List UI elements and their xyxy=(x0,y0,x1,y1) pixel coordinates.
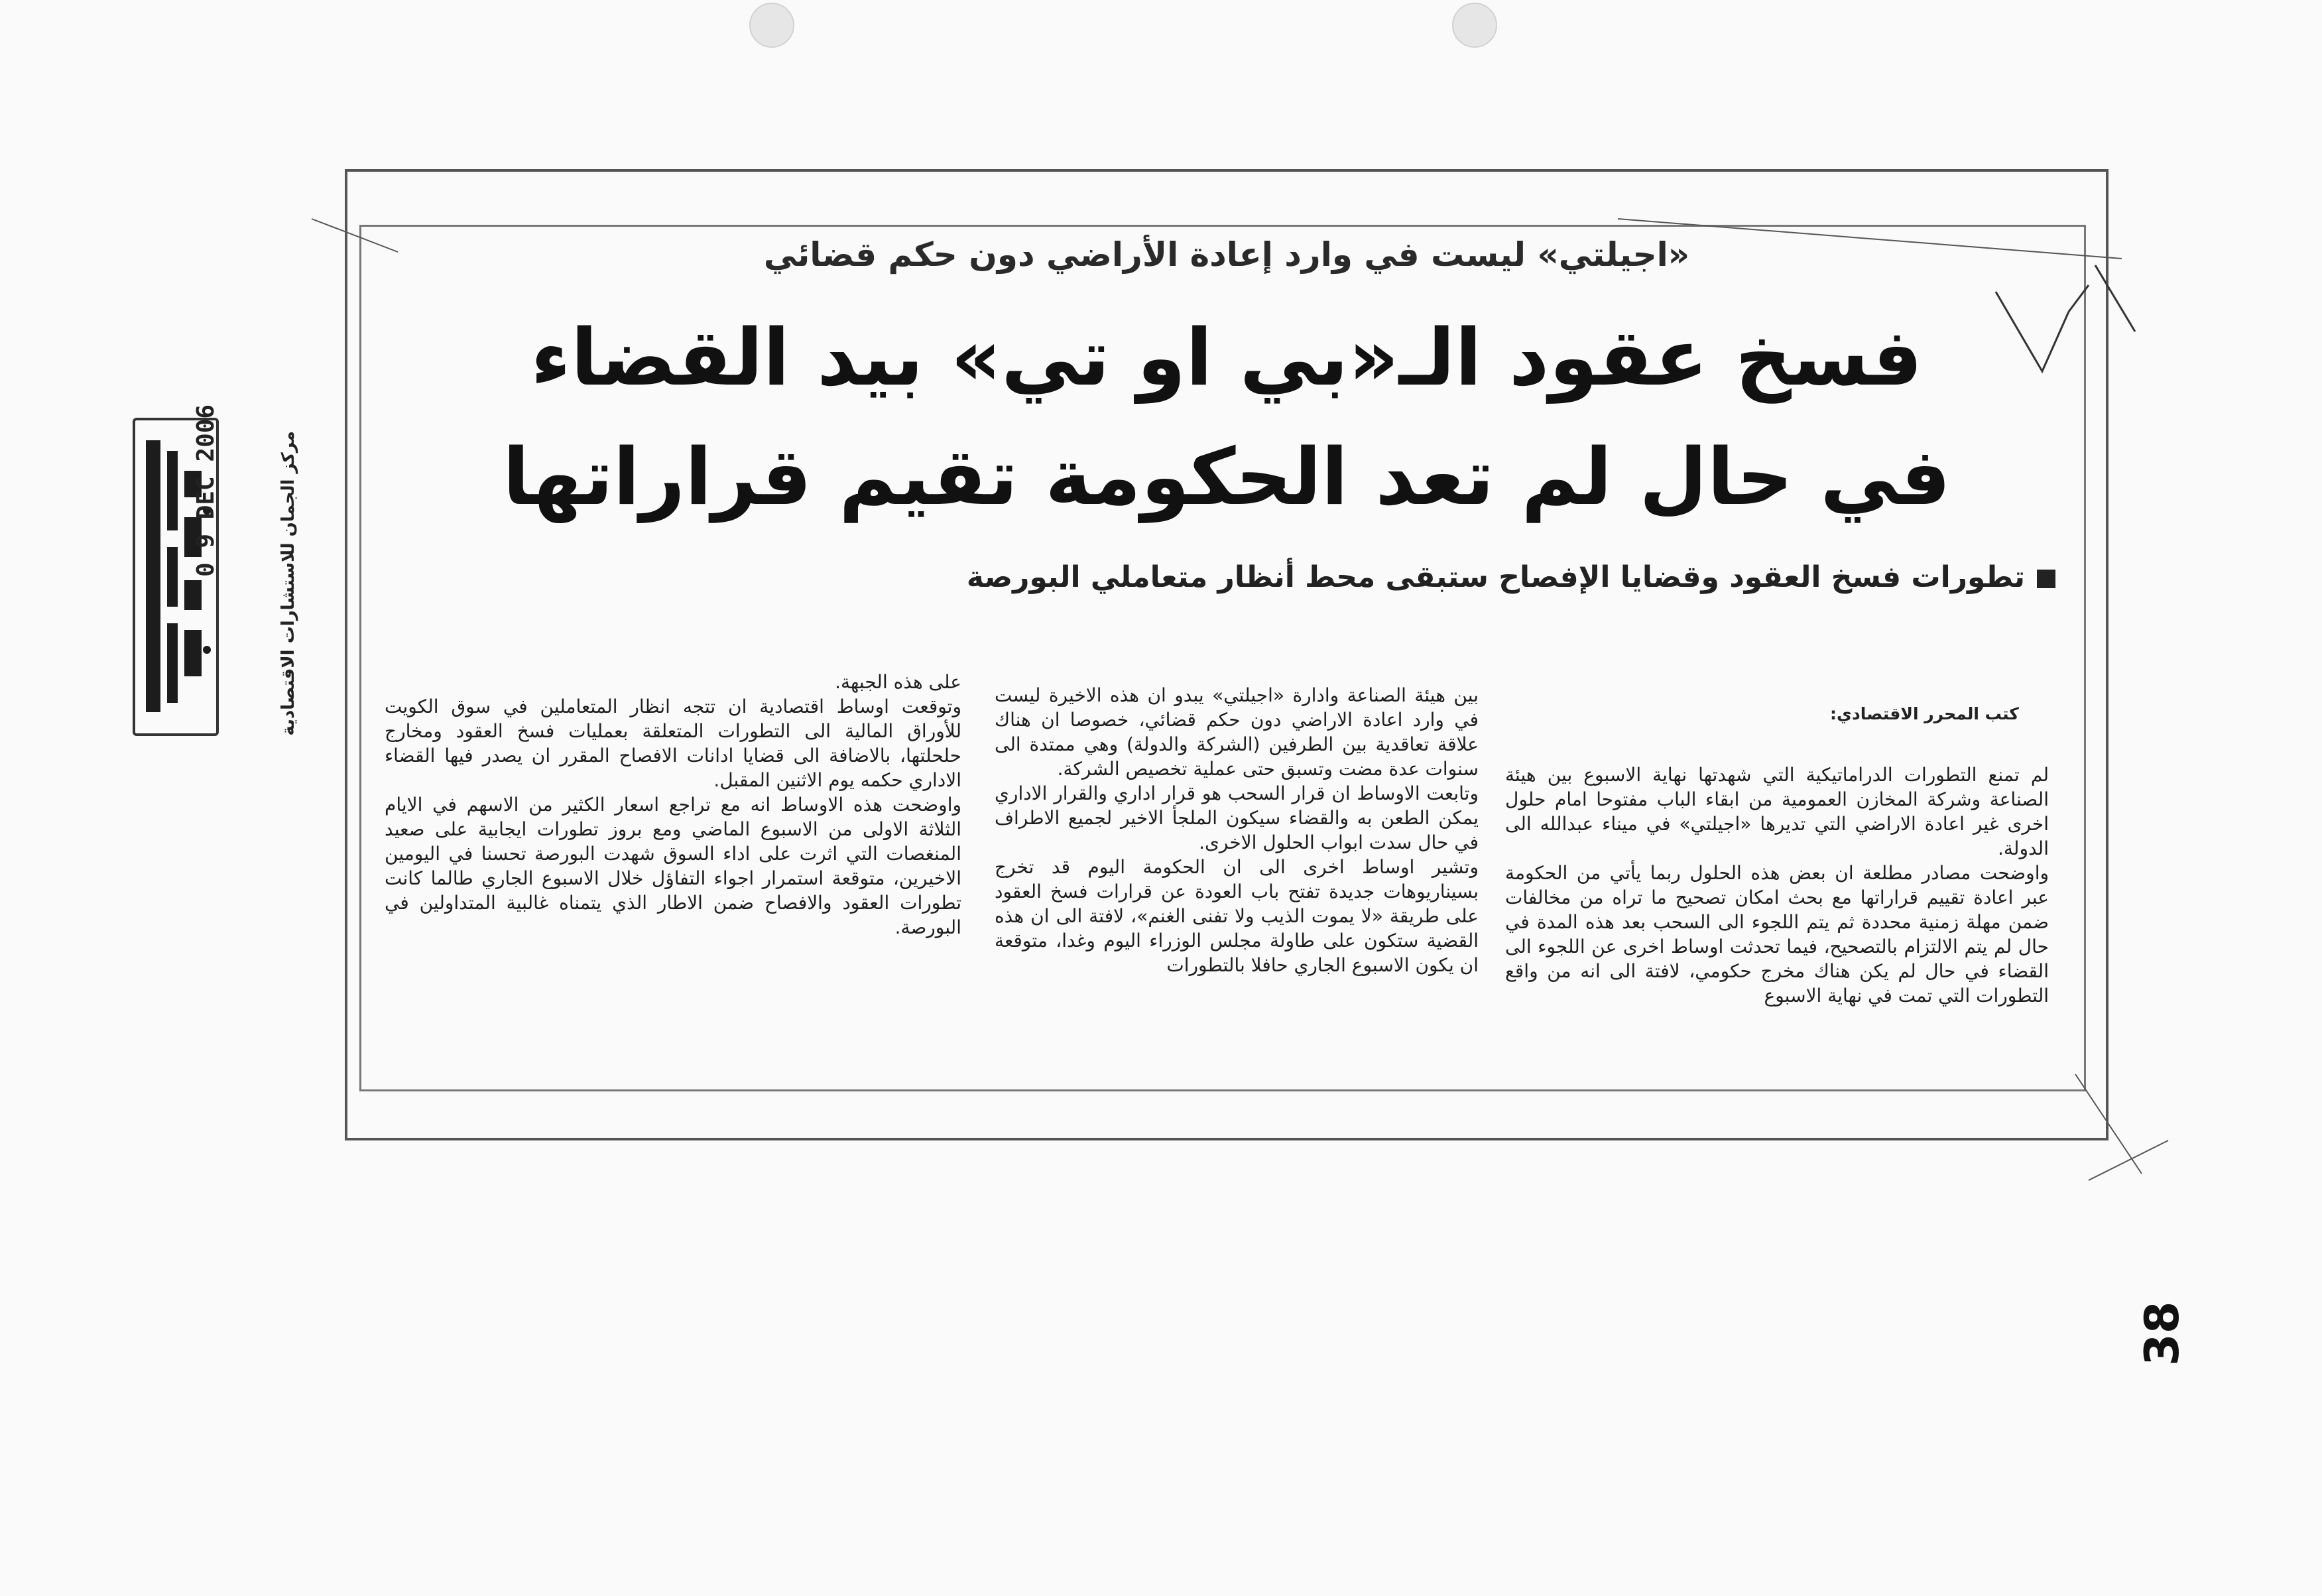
paragraph: بين هيئة الصناعة وادارة «اجيلتي» يبدو ان هذه الاخيرة ليست في وارد اعادة الاراضي دون حكم قضائي، خصوصا ان هناك علاقة تعاقدية بين الطرفين (الشركة والدولة) وهي ممتدة الى سنوات عدة مضت وتسبق حتى عملية تخصيص الشركة. xyxy=(995,684,1479,780)
subheadline-text: تطورات فسخ العقود وقضايا الإفصاح ستبقى محط أنظار متعاملي البورصة xyxy=(966,560,2025,594)
check-mark xyxy=(2069,285,2089,312)
article-byline: كتب المحرر الاقتصادي: xyxy=(1830,704,2019,723)
headline-line-1: فسخ عقود الـ«بي او تي» بيد القضاء xyxy=(530,312,1923,403)
corner-mark xyxy=(312,219,398,252)
page-number: 38 xyxy=(2135,1301,2189,1366)
check-mark xyxy=(1996,292,2069,371)
paragraph: وتوقعت اوساط اقتصادية ان تتجه انظار المتعاملين في سوق الكويت للأوراق المالية الى التطورات المتعلقة بعمليات فسخ العقود ومخارج حلحلتها، بالاضافة الى قضايا ادانات الافصاح المقرر ان يصدر فيها القضاء الاداري حكمه يوم الاثنين المقبل. xyxy=(385,696,961,791)
paragraph: واوضحت مصادر مطلعة ان بعض هذه الحلول ربما يأتي من الحكومة عبر اعادة تقييم قراراتها مع بحث امكان تصحيح ما تراه من مخالفات ضمن مهلة زمنية محددة ثم يتم اللجوء الى السحب بعد هذه المدة في حال لم يتم الالتزام بالتصحيح، فيما تحدثت اوساط اخرى عن اللجوء الى القضاء في حال لم يكن هناك مخرج حكومي، لافتة الى انه من واقع التطورات التي تمت في نهاية الاسبوع xyxy=(1505,862,2049,1007)
paragraph: واوضحت هذه الاوساط انه مع تراجع اسعار الكثير من الاسهم في الايام الثلاثة الاولى من الاسبوع الماضي ومع بروز تطورات ايجابية على صعيد المنغصات التي اثرت على اداء السوق شهدت البورصة تحسنا في اليومين الاخيرين، متوقعة استمرار اجواء التفاؤل خلال الاسبوع الجاري طالما كانت تطورات العقود والافصاح ضمن الاطار الذي يتمناه غالبية المتداولين في البورصة. xyxy=(385,794,961,938)
corner-mark xyxy=(2089,1140,2168,1180)
check-mark xyxy=(2095,265,2135,332)
paragraph: على هذه الجبهة. xyxy=(835,671,961,693)
arrow-mark xyxy=(1618,219,2122,259)
paragraph: لم تمنع التطورات الدراماتيكية التي شهدتها نهاية الاسبوع بين هيئة الصناعة وشركة المخازن العمومية من ابقاء الباب مفتوحا امام حلول اخرى غير اعادة الاراضي التي تديرها «اجيلتي» في ميناء عبدالله الى الدولة. xyxy=(1505,764,2049,859)
paragraph: وتشير اوساط اخرى الى ان الحكومة اليوم قد تخرج بسيناريوهات جديدة تفتح باب العودة عن قرارات فسخ العقود على طريقة «لا يموت الذيب ولا تفنى الغنم»، لافتة الى ان هذه القضية ستكون على طاولة مجلس الوزراء اليوم وغدا، متوقعة ان يكون الاسبوع الجاري حافلا بالتطورات xyxy=(995,856,1479,976)
headline-line-2: في حال لم تعد الحكومة تقيم قراراتها xyxy=(503,431,1951,522)
paragraph: وتابعت الاوساط ان قرار السحب هو قرار اداري والقرار الاداري يمكن الطعن به والقضاء سيكون الملجأ الاخير لجميع الاطراف في حال سدت ابواب الحلول الاخرى. xyxy=(995,782,1479,853)
stamp-date: 0 9 DEC 2006 xyxy=(192,404,219,577)
article-kicker: «اجيلتي» ليست في وارد إعادة الأراضي دون حكم قضائي xyxy=(763,235,1690,274)
stamp-center-name: مركز الجمان للاستشارات الاقتصادية xyxy=(278,431,298,736)
